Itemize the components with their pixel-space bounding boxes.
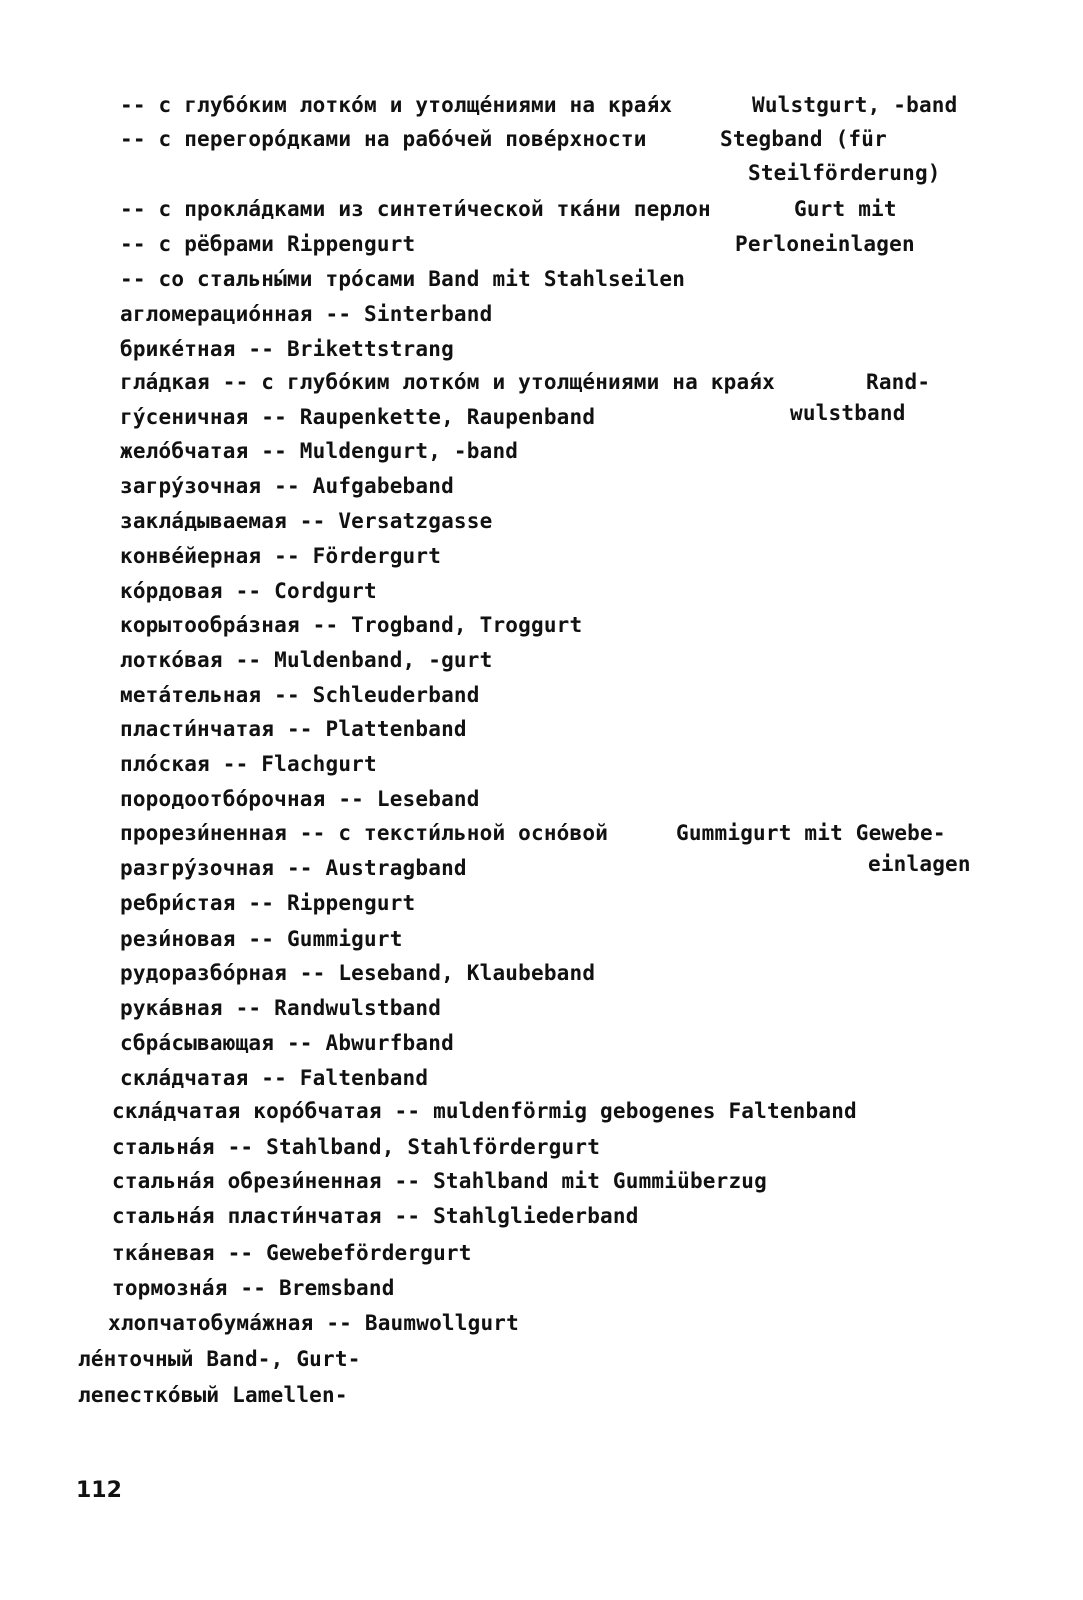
entry-text: сбра́сывающая -- Abwurfband bbox=[120, 1031, 454, 1055]
entry-text: разгру́зочная -- Austragband bbox=[120, 856, 467, 880]
entry-text: жело́бчатая -- Muldengurt, -band bbox=[120, 439, 519, 463]
entry-text: породоотбо́рочная -- Leseband bbox=[120, 787, 480, 811]
entry-translation: Gummigurt mit Gewebe- bbox=[676, 821, 946, 845]
entry-text: корытообра́зная -- Trogband, Troggurt bbox=[120, 613, 583, 637]
entry-translation: Rand- bbox=[866, 370, 931, 394]
entry-text: ко́рдовая -- Cordgurt bbox=[120, 579, 377, 603]
entry-text: -- с глубо́ким лотко́м и утолще́ниями на края́х bbox=[120, 93, 673, 117]
entry-text: хлопчатобума́жная -- Baumwollgurt bbox=[108, 1311, 519, 1335]
entry-text: лотко́вая -- Muldenband, -gurt bbox=[120, 648, 493, 672]
entry-text: ле́нточный Band-, Gurt- bbox=[78, 1347, 361, 1371]
entry-text: -- с перегоро́дками на рабо́чей пове́рхности bbox=[120, 127, 647, 151]
entry-text: скла́дчатая -- Faltenband bbox=[120, 1066, 429, 1090]
entry-text: конве́йерная -- Fördergurt bbox=[120, 544, 442, 568]
entry-translation-continuation: einlagen bbox=[868, 852, 971, 876]
entry-text: агломерацио́нная -- Sinterband bbox=[120, 302, 493, 326]
entry-text: тка́невая -- Gewebefördergurt bbox=[112, 1241, 472, 1265]
entry-text: мета́тельная -- Schleuderband bbox=[120, 683, 480, 707]
entry-text: -- с рёбрами Rippengurt bbox=[120, 232, 416, 256]
entry-translation-continuation: wulstband bbox=[790, 401, 906, 425]
entry-text: скла́дчатая коро́бчатая -- muldenförmig gebogenes Faltenband bbox=[112, 1099, 857, 1123]
entry-translation: Gurt mit bbox=[794, 197, 897, 221]
entry-text: стальна́я пласти́нчатая -- Stahlgliederband bbox=[112, 1204, 639, 1228]
entry-text: загру́зочная -- Aufgabeband bbox=[120, 474, 454, 498]
entry-text: стальна́я -- Stahlband, Stahlfördergurt bbox=[112, 1135, 601, 1159]
entry-text: лепестко́вый Lamellen- bbox=[78, 1383, 348, 1407]
entry-translation-continuation: Perloneinlagen bbox=[735, 232, 915, 256]
entry-text: -- с прокла́дками из синтети́ческой тка́ни перлон bbox=[120, 197, 711, 221]
entry-translation: Stegband (für bbox=[720, 127, 887, 151]
entry-text: закла́дываемая -- Versatzgasse bbox=[120, 509, 493, 533]
entry-text: гу́сеничная -- Raupenkette, Raupenband bbox=[120, 405, 596, 429]
entry-text: рези́новая -- Gummigurt bbox=[120, 927, 403, 951]
entry-text: брике́тная -- Brikettstrang bbox=[120, 337, 454, 361]
entry-text: рука́вная -- Randwulstband bbox=[120, 996, 442, 1020]
page-number: 112 bbox=[76, 1478, 122, 1503]
entry-text: пласти́нчатая -- Plattenband bbox=[120, 717, 467, 741]
entry-text: стальна́я обрези́ненная -- Stahlband mit Gummiüberzug bbox=[112, 1169, 767, 1193]
entry-text: пло́ская -- Flachgurt bbox=[120, 752, 377, 776]
entry-text: прорези́ненная -- с тексти́льной осно́вой bbox=[120, 821, 609, 845]
entry-text: -- со стальны́ми тро́сами Band mit Stahlseilen bbox=[120, 267, 686, 291]
entry-translation: Wulstgurt, -band bbox=[752, 93, 958, 117]
entry-translation-continuation: Steilförderung) bbox=[748, 161, 941, 185]
entry-text: гла́дкая -- с глубо́ким лотко́м и утолще́ниями на края́х bbox=[120, 370, 775, 394]
entry-text: рудоразбо́рная -- Leseband, Klaubeband bbox=[120, 961, 596, 985]
entry-text: ребри́стая -- Rippengurt bbox=[120, 891, 416, 915]
entry-text: тормозна́я -- Bremsband bbox=[112, 1276, 395, 1300]
